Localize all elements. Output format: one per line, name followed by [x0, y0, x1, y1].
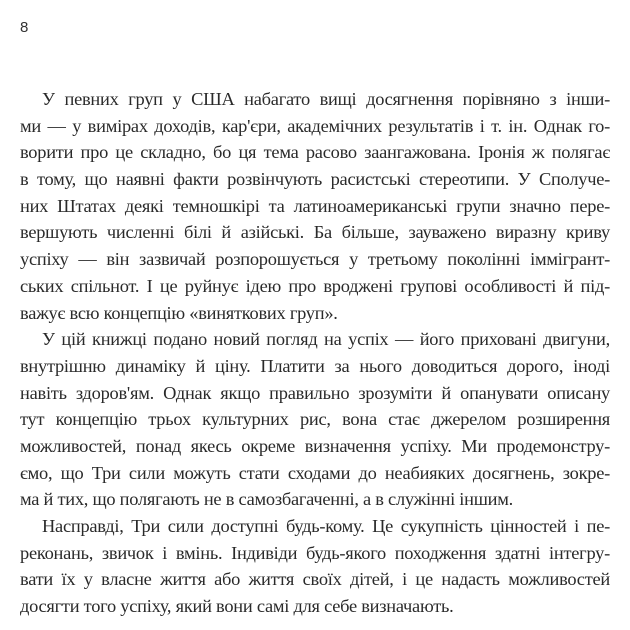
text-line: вати їх у власне життя або життя своїх дітей, і це надасть можливостей [20, 569, 610, 590]
text-line: Насправді, Три сили доступні будь-кому. Це сукупність цінностей і пе- [42, 516, 610, 536]
page-number: 8 [20, 19, 29, 36]
text-line: ємо, що Три сили можуть стати сходами до неабияких досягнень, зокре- [20, 462, 610, 483]
text-line: досягти того успіху, який вони самі для себе визначають. [20, 596, 454, 617]
text-line: успіху — він зазвичай розпорошується у третьому поколінні іммігрант- [20, 249, 610, 270]
text-line: У певних груп у США набагато вищі досягнення порівняно з інши- [42, 89, 610, 109]
text-line: вершують численні білі й азійські. Ба більше, зауважено виразну криву [20, 222, 610, 243]
text-line: ських спільнот. І це руйнує ідею про вроджені групові особливості й під- [20, 275, 610, 296]
text-line: можливостей, понад якесь окреме визначення успіху. Ми продемонстру- [20, 435, 610, 456]
paragraph-3 [20, 513, 610, 620]
text-line: навіть здоров'ям. Однак якщо правильно зрозуміти й опанувати описану [20, 382, 610, 403]
text-line: ма й тих, що полягають не в самозбагаченні, а в служінні іншим. [20, 489, 513, 510]
paragraph-1 [20, 86, 610, 326]
text-line: реконань, звичок і вмінь. Індивіди будь-якого походження здатні інтегру- [20, 542, 610, 563]
text-line: У цій книжці подано новий погляд на успіх — його приховані двигуни, [42, 329, 610, 350]
text-line: внутрішню динаміку й ціну. Платити за нього доводиться дорого, іноді [20, 355, 610, 376]
text-line: ми — у вимірах доходів, кар'єри, академічних результатів і т. ін. Однак го- [20, 115, 610, 136]
text-line: них Штатах деякі темношкірі та латиноамериканські групи значно пере- [20, 195, 610, 216]
text-line: в тому, що наявні факти розвінчують расистські стереотипи. У Сполуче- [20, 169, 610, 190]
text-line: тут концепцію трьох культурних рис, вона стає джерелом розширення [20, 409, 610, 430]
text-line: ворити про це складно, бо ця тема расово заангажована. Іронія ж полягає [20, 142, 610, 163]
text-line: важує всю концепцію «виняткових груп». [20, 302, 338, 323]
body-text [20, 86, 610, 620]
paragraph-2 [20, 326, 610, 513]
